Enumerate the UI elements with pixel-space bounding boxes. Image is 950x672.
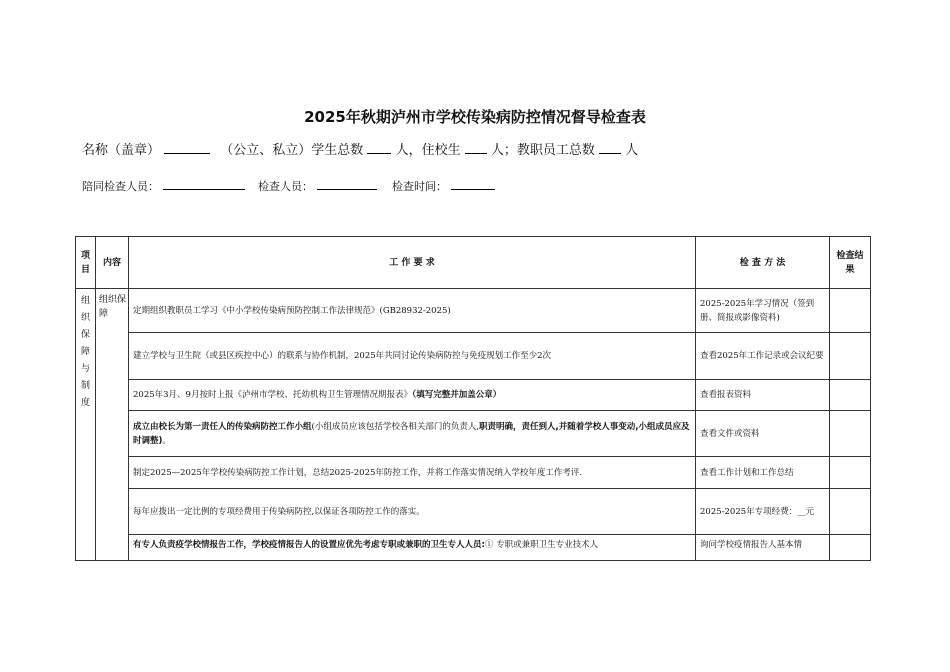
requirement-emphasis: 有专人负责疫学校情报告工作，学校疫情报告人的设置应优先考虑专职或兼职的卫生专人人员:	[133, 540, 485, 550]
requirement-cell: 每年应拨出一定比例的专项经费用于传染病防控,以保证各项防控工作的落实。	[129, 489, 696, 535]
table-row	[76, 457, 871, 489]
requirement-cell: 定期组织教职员工学习《中小学校传染病预防控制工作法律规范》(GB28932-2025)	[129, 289, 696, 333]
school-info-line	[82, 139, 638, 158]
method-cell: 询问学校疫情报告人基本情	[696, 535, 830, 561]
inspector-label: 检查人员：	[258, 180, 313, 193]
method-cell: 查看文件或资料	[696, 411, 830, 457]
table-row	[76, 289, 871, 333]
boarders-blank[interactable]	[465, 141, 487, 154]
requirement-text: 2025年3月、9月按时上报《泸州市学校、托幼机构卫生管理情况期报表》	[133, 390, 412, 400]
time-blank[interactable]	[451, 177, 495, 190]
requirement-emphasis: （填写完整并加盖公章）	[411, 390, 502, 400]
header-content: 内容	[96, 237, 129, 289]
companion-label: 陪同检查人员：	[82, 180, 159, 193]
header-project: 项目	[76, 237, 96, 289]
header-requirements: 工 作 要 求	[129, 237, 696, 289]
method-cell: 2025-2025年专项经费：__元	[696, 489, 830, 535]
requirement-end: 。	[162, 435, 171, 446]
header-result: 检查结果	[830, 237, 871, 289]
table-row	[76, 333, 871, 380]
header-method: 检 查 方 法	[696, 237, 830, 289]
result-cell[interactable]	[830, 380, 871, 411]
time-label: 检查时间：	[392, 180, 447, 193]
page-title: 2025年秋期泸州市学校传染病防控情况督导检查表	[304, 108, 646, 126]
boarders-label: 人，住校生	[395, 143, 461, 158]
result-cell[interactable]	[830, 333, 871, 380]
staff-label: 人；教职员工总数	[490, 143, 595, 158]
method-cell: 查看2025年工作记录或会议纪要	[696, 333, 830, 380]
method-cell: 2025-2025年学习情况（签到册、简报或影像资料)	[696, 289, 830, 333]
requirement-cell	[129, 411, 696, 457]
type-label: （公立、私立）学生总数	[220, 143, 364, 158]
table-row	[76, 411, 871, 457]
table-header-row	[76, 237, 871, 289]
table-row	[76, 380, 871, 411]
inspector-blank[interactable]	[317, 177, 377, 190]
requirement-emphasis: 成立由校长为第一责任人的传染病防控工作小组	[133, 421, 312, 432]
result-cell[interactable]	[830, 535, 871, 561]
table-row	[76, 535, 871, 561]
requirement-cell	[129, 380, 696, 411]
inspection-info-line	[82, 177, 495, 194]
category-cell: 组织保障与制度	[76, 289, 96, 561]
students-blank[interactable]	[367, 141, 391, 154]
result-cell[interactable]	[830, 457, 871, 489]
inspection-table	[75, 236, 871, 561]
content-cell: 组织保障	[96, 289, 129, 561]
name-label: 名称（盖章）	[82, 143, 161, 158]
staff-blank[interactable]	[599, 141, 621, 154]
requirement-text: ① 专职或兼职卫生专业技术人	[484, 540, 599, 550]
method-cell: 查看工作计划和工作总结	[696, 457, 830, 489]
requirement-cell	[129, 535, 696, 561]
staff-unit: 人	[625, 143, 639, 158]
table-row	[76, 489, 871, 535]
requirement-text: (小组成员应该包括学校各相关部门的负责人,	[311, 421, 480, 432]
companion-blank[interactable]	[163, 177, 245, 190]
requirement-cell: 建立学校与卫生院（或县区疾控中心）的联系与协作机制，2025年共同讨论传染病防控与免疫规划工作至少2次	[129, 333, 696, 380]
name-blank[interactable]	[164, 141, 210, 154]
result-cell[interactable]	[830, 289, 871, 333]
result-cell[interactable]	[830, 411, 871, 457]
requirement-emphasis-2: 职责明确，责任到人,并随着学校人事变动,小组成员应及时调整)	[133, 421, 690, 446]
result-cell[interactable]	[830, 489, 871, 535]
requirement-cell: 制定2025—2025年学校传染病防控工作计划，总结2025-2025年防控工作，并将工作落实情况纳入学校年度工作考评.	[129, 457, 696, 489]
method-cell: 查看报表资料	[696, 380, 830, 411]
